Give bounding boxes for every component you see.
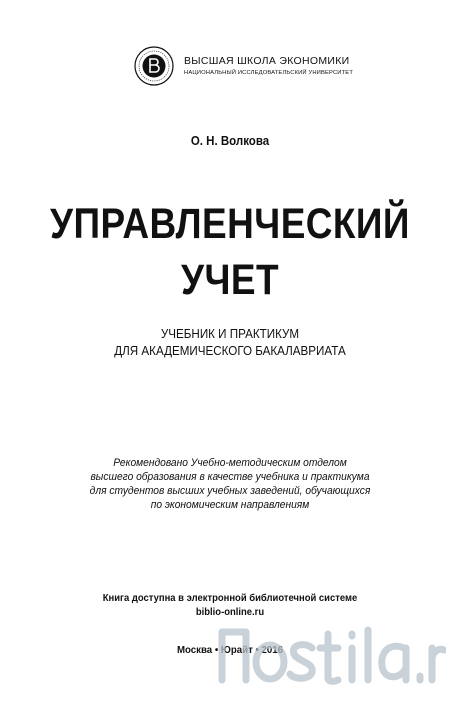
title-line: УПРАВЛЕНЧЕСКИЙ [50, 200, 410, 248]
availability-note [0, 592, 460, 619]
recommendation-line: для студентов высших учебных заведений, обучающихся [89, 485, 371, 497]
recommendation-line: высшего образования в качестве учебника и практикума [90, 471, 370, 483]
subtitle-line: УЧЕБНИК И ПРАКТИКУМ [160, 327, 300, 341]
title-line: УЧЕТ [181, 256, 279, 304]
book-title [0, 196, 460, 308]
publisher-subtitle: НАЦИОНАЛЬНЫЙ ИССЛЕДОВАТЕЛЬСКИЙ УНИВЕРСИТЕТ [184, 69, 354, 76]
recommendation-line: по экономическим направлениям [150, 499, 310, 511]
recommendation-text [0, 456, 460, 512]
imprint-line: Москва • Юрайт • 2016 [176, 644, 284, 656]
publisher-block [134, 46, 353, 86]
recommendation-line: Рекомендовано Учебно-методическим отделом [113, 457, 347, 469]
hse-seal-icon [134, 46, 174, 86]
author-name: О. Н. Волкова [190, 134, 270, 148]
library-link[interactable]: biblio-online.ru [195, 605, 265, 618]
availability-line: Книга доступна в электронной библиотечной системе [102, 592, 358, 604]
postila-watermark-icon [216, 622, 446, 686]
book-subtitle [0, 326, 460, 360]
publisher-name: ВЫСШАЯ ШКОЛА ЭКОНОМИКИ [184, 55, 350, 68]
subtitle-line: ДЛЯ АКАДЕМИЧЕСКОГО БАКАЛАВРИАТА [114, 344, 346, 358]
